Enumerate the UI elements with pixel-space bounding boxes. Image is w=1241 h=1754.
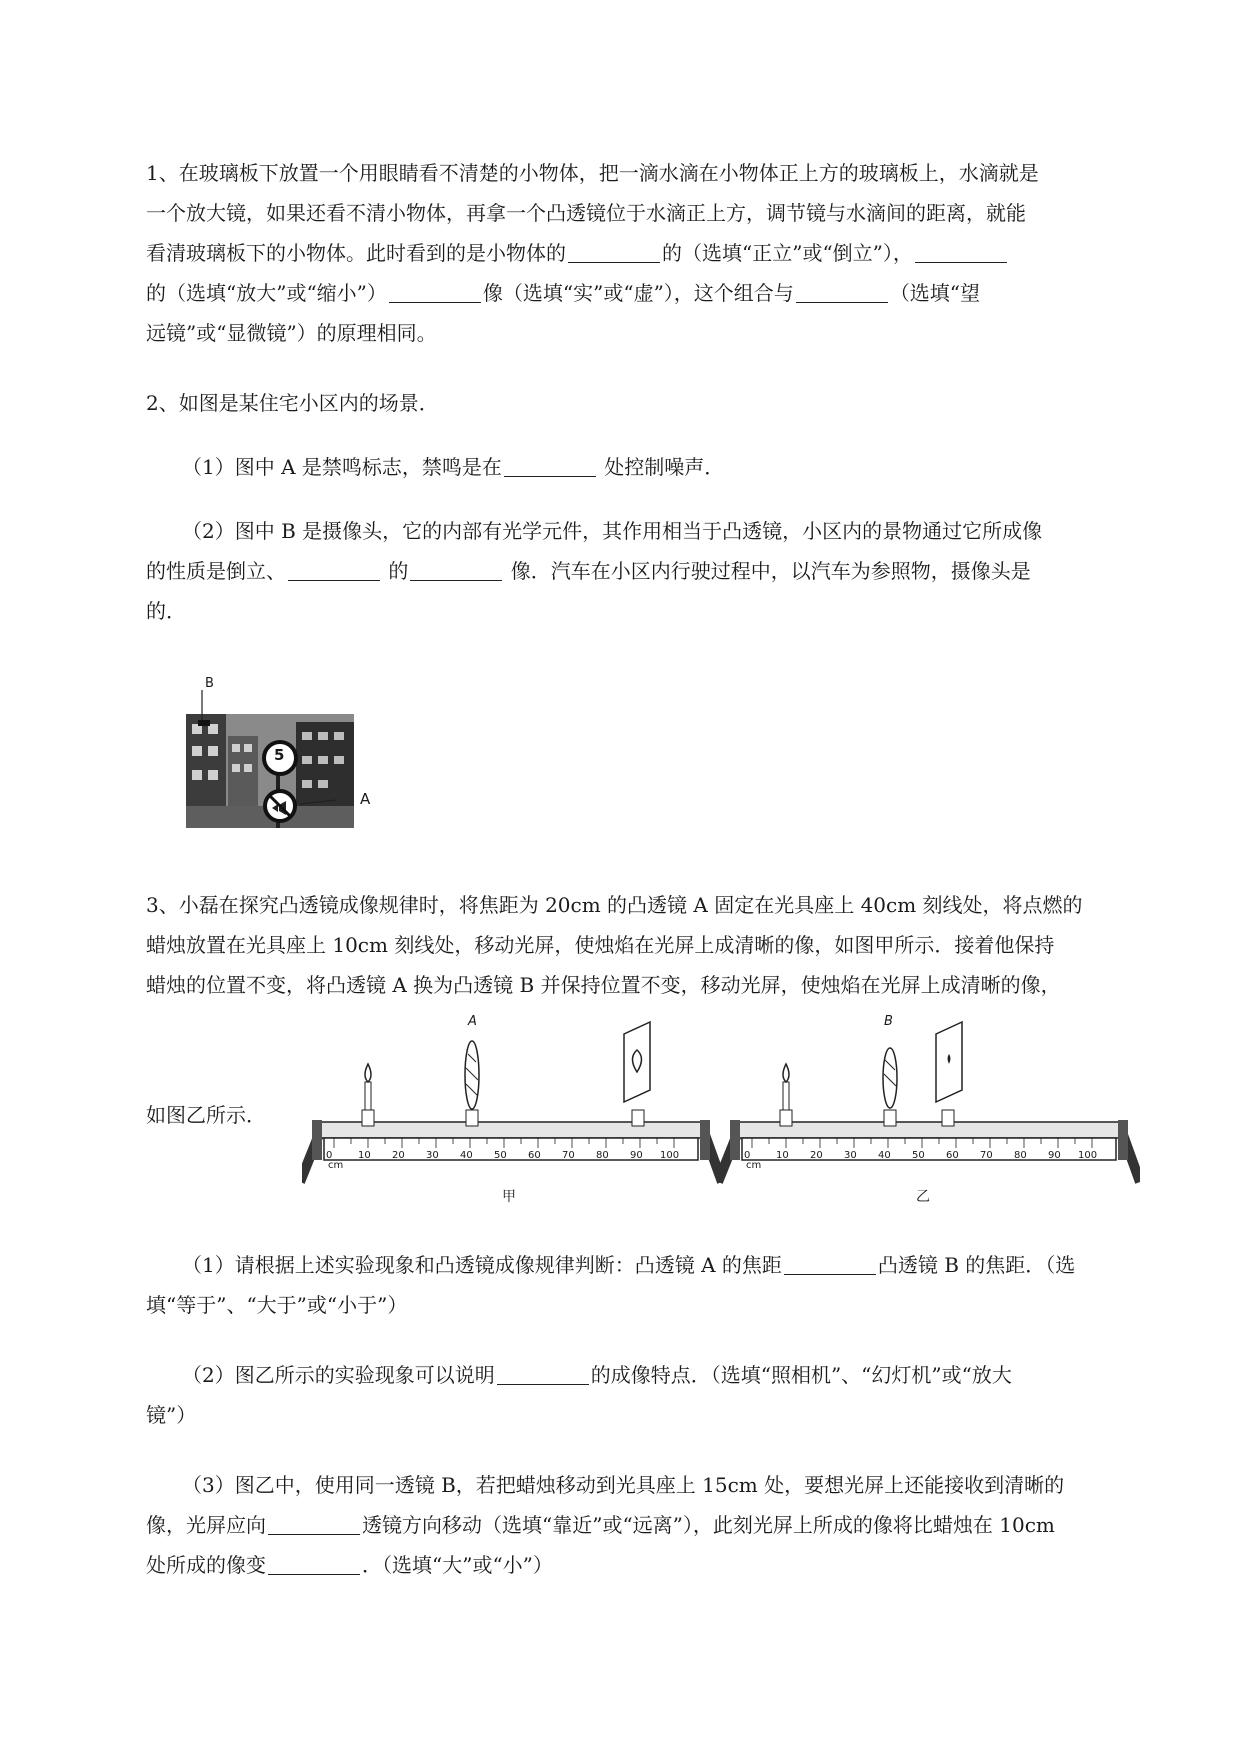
community-photo-figure (182, 676, 378, 832)
answer-blank-1[interactable] (568, 240, 660, 263)
answer-blank-8[interactable] (784, 1252, 876, 1275)
q1-line4 (146, 274, 1146, 312)
lens-b-label: B (884, 1014, 893, 1029)
tick-label: 100 (1078, 1150, 1098, 1161)
q3-sub3-text-a: 像，光屏应向 (146, 1513, 266, 1537)
q3-sub1-text-a: （1）请根据上述实验现象和凸透镜成像规律判断：凸透镜 A 的焦距 (182, 1253, 782, 1277)
label-a-pointer-line (300, 794, 340, 810)
q2-sub2-line1: （2）图中 B 是摄像头，它的内部有光学元件，其作用相当于凸透镜，小区内的景物通过它所成像 (182, 519, 1043, 543)
q3-sub1-text-b: 凸透镜 B 的焦距．（选 (877, 1253, 1076, 1277)
tick-label: 70 (562, 1150, 575, 1161)
answer-blank-9[interactable] (497, 1362, 589, 1385)
q3-line3: 蜡烛的位置不变，将凸透镜 A 换为凸透镜 B 并保持位置不变，移动光屏，使烛焰在光屏上成清晰的像， (146, 973, 1061, 997)
answer-blank-3[interactable] (389, 280, 481, 303)
q3-sub1-line1 (182, 1246, 1146, 1284)
tick-label: 30 (426, 1150, 439, 1161)
answer-blank-11[interactable] (268, 1552, 360, 1575)
q3-sub3-text-b: 透镜方向移动（选填“靠近”或“远离”），此刻光屏上所成的像将比蜡烛在 10cm (362, 1513, 1055, 1537)
tick-label: 10 (358, 1150, 371, 1161)
tick-label: 80 (1014, 1150, 1027, 1161)
q3-sub3-line2 (146, 1506, 1146, 1544)
q3-sub3-text-d: ．（选填“大”或“小”） (362, 1553, 553, 1577)
tick-label: 0 (744, 1150, 751, 1161)
tick-label: 60 (528, 1150, 541, 1161)
tick-label: 90 (1048, 1150, 1061, 1161)
ruler-unit-jia: cm (328, 1160, 344, 1171)
answer-blank-7[interactable] (410, 558, 502, 581)
ruler-labels-jia (326, 1150, 706, 1164)
q1-text-c: 的（选填“放大”或“缩小”） (146, 281, 387, 305)
q3-sub2-text-a: （2）图乙所示的实验现象可以说明 (182, 1363, 495, 1387)
tick-label: 20 (392, 1150, 405, 1161)
tick-label: 70 (980, 1150, 993, 1161)
q3-sub3-text-c: 处所成的像变 (146, 1553, 266, 1577)
lens-a-label: A (468, 1014, 477, 1029)
q2-sub2-text-b: 的 (382, 559, 409, 583)
q2-sub1 (182, 448, 1182, 486)
answer-blank-2[interactable] (915, 240, 1007, 263)
q2-sub1-text: （1）图中 A 是禁鸣标志，禁鸣是在 (182, 455, 502, 479)
answer-blank-6[interactable] (288, 558, 380, 581)
answer-blank-5[interactable] (504, 454, 596, 477)
tick-label: 100 (660, 1150, 680, 1161)
q1-line2: 一个放大镜，如果还看不清小物体，再拿一个凸透镜位于水滴正上方，调节镜与水滴间的距离，就能 (146, 201, 1026, 225)
q1-line5: 远镜”或“显微镜”）的原理相同。 (146, 321, 437, 345)
q2-sub2-text-a: 的性质是倒立、 (146, 559, 286, 583)
q3-sub2-line1 (182, 1356, 1146, 1394)
tick-label: 0 (326, 1150, 333, 1161)
q1-text-d: 像（选填“实”或“虚”），这个组合与 (482, 281, 794, 305)
optical-bench-jia-drawing (302, 1010, 722, 1210)
figure-caption-yi: 乙 (916, 1189, 930, 1205)
q1-text-b: 的（选填“正立”或“倒立”）， (662, 241, 913, 265)
tick-label: 50 (912, 1150, 925, 1161)
optical-bench-figure-yi (720, 1010, 1160, 1212)
q1-text-a: 看清玻璃板下的小物体。此时看到的是小物体的 (146, 241, 566, 265)
q2-sub1-tail: 处控制噪声． (597, 455, 725, 479)
tick-label: 80 (596, 1150, 609, 1161)
q1-text-e: （选填“望 (889, 281, 981, 305)
tick-label: 20 (810, 1150, 823, 1161)
q3-sub3-line3 (146, 1546, 1146, 1584)
tick-label: 30 (844, 1150, 857, 1161)
q3-line2: 蜡烛放置在光具座上 10cm 刻线处，移动光屏，使烛焰在光屏上成清晰的像，如图甲所示．接着他保持 (146, 933, 1055, 957)
tick-label: 60 (946, 1150, 959, 1161)
tick-label: 50 (494, 1150, 507, 1161)
q2-intro: 2、如图是某住宅小区内的场景． (146, 391, 439, 415)
camera-icon (198, 720, 210, 726)
q3-sub3-line1: （3）图乙中，使用同一透镜 B，若把蜡烛移动到光具座上 15cm 处，要想光屏上还能接收到清晰的 (182, 1473, 1065, 1497)
tick-label: 90 (630, 1150, 643, 1161)
q3-sub1-line2: 填“等于”、“大于”或“小于”） (146, 1293, 408, 1317)
q3-sub2-line2: 镜”） (146, 1403, 197, 1427)
q1-line1: 1、在玻璃板下放置一个用眼睛看不清楚的小物体，把一滴水滴在小物体正上方的玻璃板上，水滴就是 (146, 161, 1039, 185)
no-honking-sign-icon (260, 786, 300, 826)
q1-line3 (146, 234, 1146, 272)
speed-limit-value: 5 (274, 746, 285, 764)
figure-caption-jia: 甲 (502, 1189, 516, 1205)
optical-bench-yi-drawing (720, 1010, 1140, 1210)
ruler-unit-yi: cm (746, 1160, 762, 1171)
photo-label-b: B (205, 676, 214, 691)
tick-label: 10 (776, 1150, 789, 1161)
q2-sub2-line2 (146, 552, 1146, 590)
photo-label-a: A (360, 790, 371, 808)
q2-sub2-line3: 的． (146, 599, 186, 623)
q3-line4: 如图乙所示． (146, 1103, 266, 1127)
ruler-labels-yi (744, 1150, 1124, 1164)
tick-label: 40 (878, 1150, 891, 1161)
q2-sub2-text-c: 像．汽车在小区内行驶过程中，以汽车为参照物，摄像头是 (504, 559, 1031, 583)
optical-bench-figure-jia (302, 1010, 742, 1212)
q3-line1: 3、小磊在探究凸透镜成像规律时，将焦距为 20cm 的凸透镜 A 固定在光具座上 40cm 刻线处，将点燃的 (146, 893, 1083, 917)
answer-blank-4[interactable] (796, 280, 888, 303)
q3-sub2-text-b: 的成像特点．（选填“照相机”、“幻灯机”或“放大 (590, 1363, 1012, 1387)
tick-label: 40 (460, 1150, 473, 1161)
answer-blank-10[interactable] (268, 1512, 360, 1535)
